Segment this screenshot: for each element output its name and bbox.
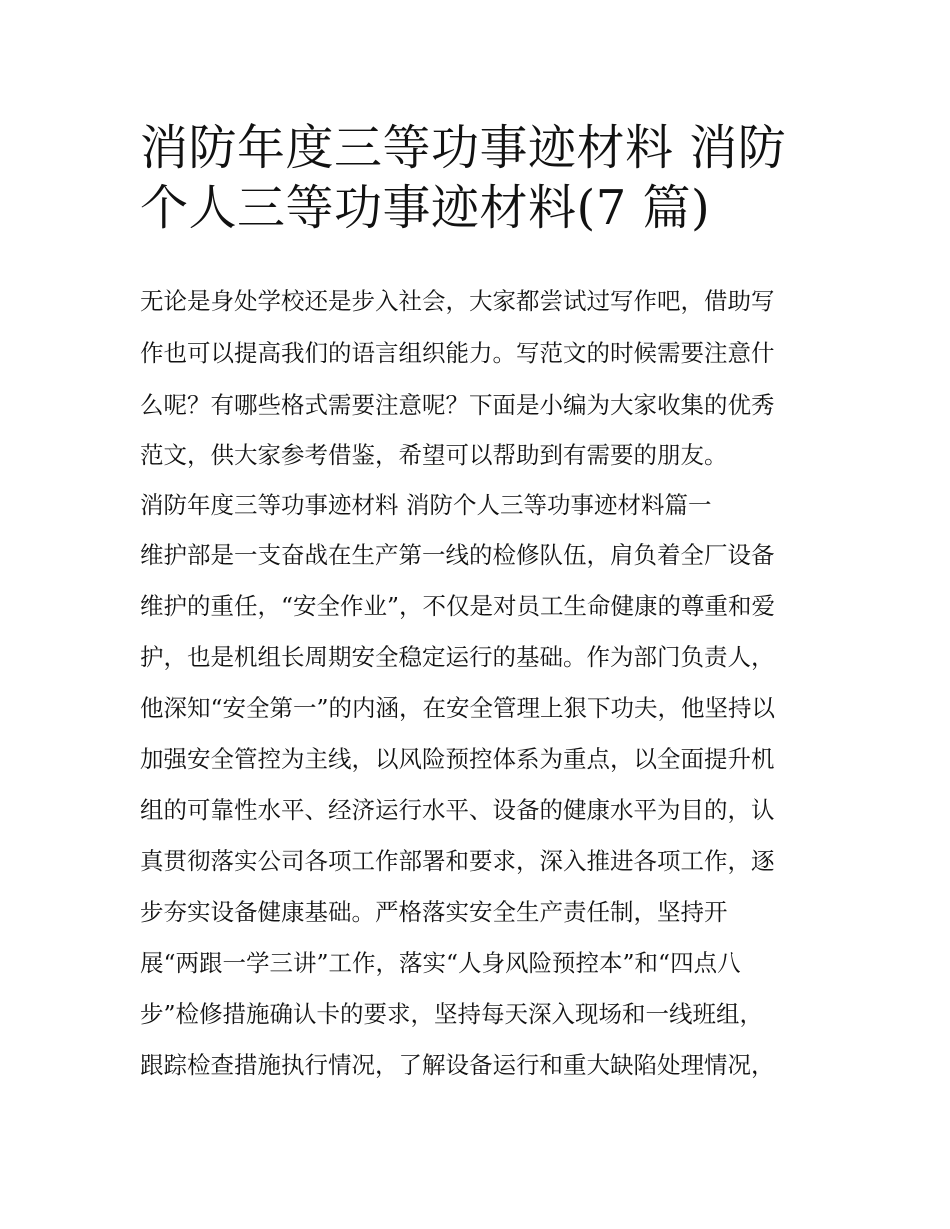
title-line-1: 消防年度三等功事迹材料 消防 <box>140 120 787 176</box>
body-line-10: 步”检修措施确认卡的要求，坚持每天深入现场和一线班组， <box>140 1000 764 1028</box>
body-line-8: 步夯实设备健康基础。严格落实安全生产责任制，坚持开 <box>140 898 728 926</box>
intro-line-4: 范文，供大家参考借鉴，希望可以帮助到有需要的朋友。 <box>140 441 728 469</box>
body-line-1: 维护部是一支奋战在生产第一线的检修队伍，肩负着全厂设备 <box>140 541 775 569</box>
document-title <box>140 118 820 238</box>
body-line-4: 他深知“安全第一”的内涵，在安全管理上狠下功夫，他坚持以 <box>140 694 776 722</box>
intro-line-1: 无论是身处学校还是步入社会，大家都尝试过写作吧，借助写 <box>140 287 775 315</box>
body-line-3: 护，也是机组长周期安全稳定运行的基础。作为部门负责人， <box>140 643 775 671</box>
body-line-5: 加强安全管控为主线，以风险预控体系为重点，以全面提升机 <box>140 745 775 773</box>
title-line-2: 个人三等功事迹材料(7 篇) <box>140 180 711 236</box>
body-line-9: 展“两跟一学三讲”工作，落实“人身风险预控本”和“四点八 <box>140 949 741 977</box>
section-heading: 消防年度三等功事迹材料 消防个人三等功事迹材料篇一 <box>140 491 712 519</box>
intro-line-3: 么呢？有哪些格式需要注意呢？下面是小编为大家收集的优秀 <box>140 391 775 419</box>
intro-line-2: 作也可以提高我们的语言组织能力。写范文的时候需要注意什 <box>140 339 775 367</box>
body-line-7: 真贯彻落实公司各项工作部署和要求，深入推进各项工作，逐 <box>140 847 775 875</box>
body-line-2: 维护的重任，“安全作业”，不仅是对员工生命健康的尊重和爱 <box>140 592 776 620</box>
body-line-11: 跟踪检查措施执行情况，了解设备运行和重大缺陷处理情况， <box>140 1051 775 1079</box>
body-line-6: 组的可靠性水平、经济运行水平、设备的健康水平为目的，认 <box>140 796 775 824</box>
